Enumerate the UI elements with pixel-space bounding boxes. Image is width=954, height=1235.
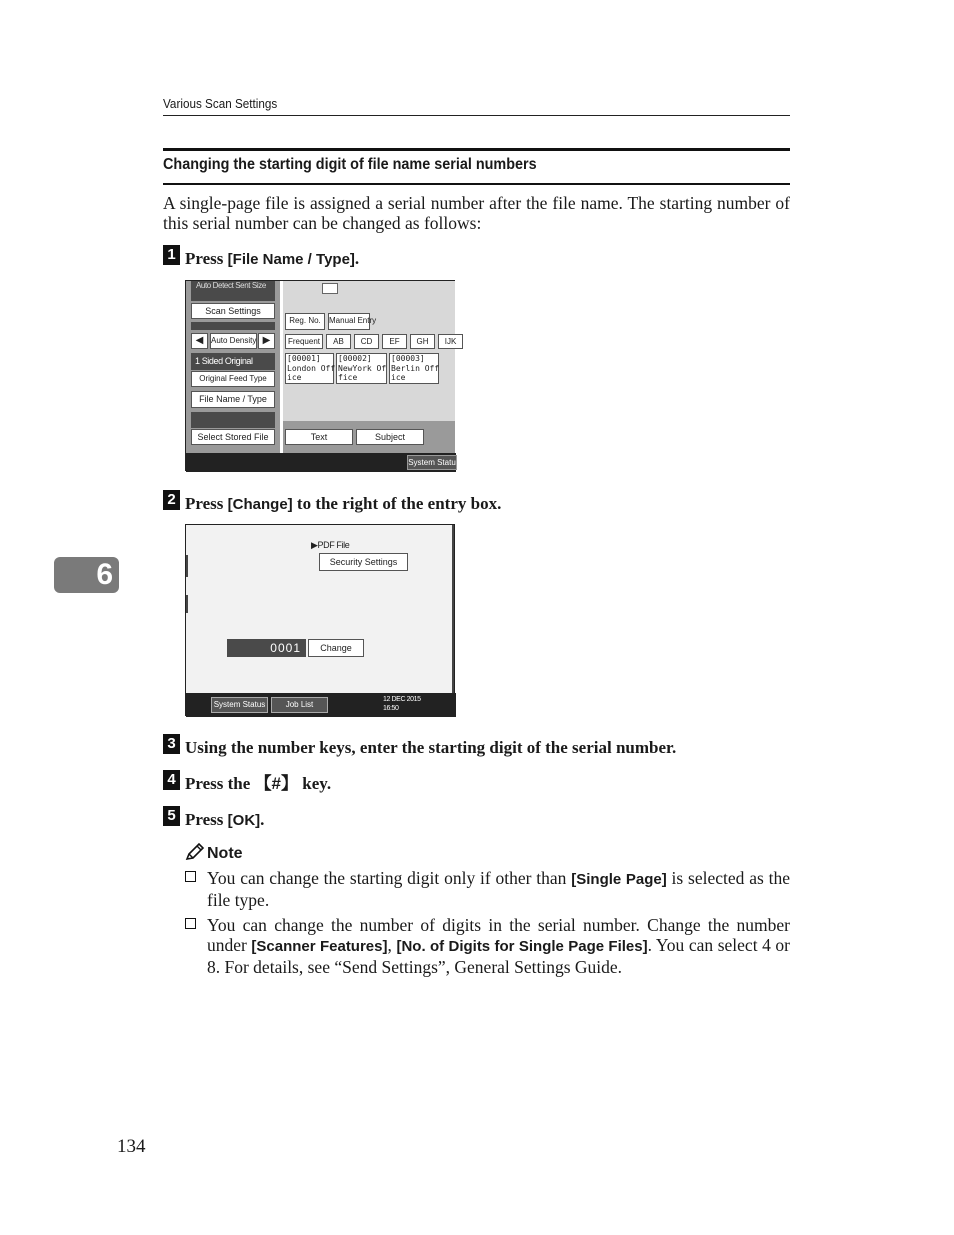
section-rule-bottom [163, 183, 790, 185]
job-list-button[interactable]: Job List [271, 697, 328, 713]
date-display: 12 DEC 2015 [383, 696, 421, 703]
document-icon [322, 283, 338, 294]
select-stored-file-button[interactable]: Select Stored File [191, 429, 275, 445]
tab-gh[interactable]: GH [410, 334, 435, 349]
change-button[interactable]: Change [308, 639, 364, 657]
tab-frequent[interactable]: Frequent [285, 334, 323, 349]
screen-scanner-main [185, 280, 455, 471]
step-5-number: 5 [163, 806, 180, 826]
tab-ef[interactable]: EF [382, 334, 407, 349]
density-darker-button[interactable]: ▶ [258, 333, 275, 349]
section-rule-top [163, 148, 790, 151]
step-2-text: Press [Change] to the right of the entry box. [185, 494, 502, 513]
screen-file-name-type [185, 524, 455, 716]
step-1-text: Press [File Name / Type]. [185, 249, 360, 268]
step-3-text: Using the number keys, enter the starting digit of the serial number. [185, 738, 677, 757]
step-1-number: 1 [163, 245, 180, 265]
scan-settings-button[interactable]: Scan Settings [191, 303, 275, 319]
system-status-button[interactable]: System Statu [407, 455, 457, 470]
note-item-1: You can change the starting digit only if other than [Single Page] is selected as the file type. [185, 868, 790, 910]
step-5-text: Press [OK]. [185, 810, 265, 829]
page-number: 134 [117, 1136, 146, 1157]
sided-original-button[interactable]: 1 Sided Original [195, 356, 253, 366]
density-lighter-button[interactable]: ◀ [191, 333, 208, 349]
file-name-type-button[interactable]: File Name / Type [191, 391, 275, 408]
tab-ab[interactable]: AB [326, 334, 351, 349]
pdf-file-label: ▶PDF File [311, 540, 350, 550]
original-feed-type-button[interactable]: Original Feed Type [191, 371, 275, 387]
pencil-icon [185, 843, 205, 866]
system-status-button-2[interactable]: System Status [211, 697, 268, 713]
reg-no-button[interactable]: Reg. No. [285, 313, 325, 330]
destination-berlin[interactable]: [00003] Berlin Off ice [391, 354, 440, 382]
note-heading: Note [207, 845, 243, 862]
hash-key-icon: 【#】 [254, 774, 299, 793]
checkbox-bullet-icon [185, 871, 196, 882]
intro-paragraph: A single-page file is assigned a serial number after the file name. The starting number of this serial number can be changed as follows: [163, 193, 790, 233]
subject-button[interactable]: Subject [356, 429, 424, 445]
header-rule [163, 115, 790, 116]
tab-cd[interactable]: CD [354, 334, 379, 349]
destination-london[interactable]: [00001] London Off ice [287, 354, 336, 382]
section-title: Changing the starting digit of file name serial numbers [163, 156, 537, 173]
destination-newyork[interactable]: [00002] NewYork Of fice [338, 354, 387, 382]
step-4-text: Press the 【#】 key. [185, 774, 332, 793]
step-4-number: 4 [163, 770, 180, 790]
serial-number-entry-box: 0001 [227, 639, 306, 657]
auto-density-button[interactable]: Auto Density [210, 333, 257, 349]
running-header: Various Scan Settings [163, 96, 278, 111]
tab-ijk[interactable]: IJK [438, 334, 463, 349]
step-2-number: 2 [163, 490, 180, 510]
text-button[interactable]: Text [285, 429, 353, 445]
step-3-number: 3 [163, 734, 180, 754]
chapter-tab: 6 [54, 557, 119, 593]
auto-detect-label: Auto Detect Sent Size [196, 281, 266, 290]
security-settings-button[interactable]: Security Settings [319, 553, 408, 571]
manual-entry-button[interactable]: Manual Entry [328, 313, 370, 330]
note-item-2: You can change the number of digits in the serial number. Change the number under [Scanner Features], [No. of Digits for Single Page Files]. You can select 4 or 8. For details, see “Send Settings”, General Settings Guide. [185, 915, 790, 977]
time-display: 16:50 [383, 705, 399, 712]
checkbox-bullet-icon [185, 918, 196, 929]
